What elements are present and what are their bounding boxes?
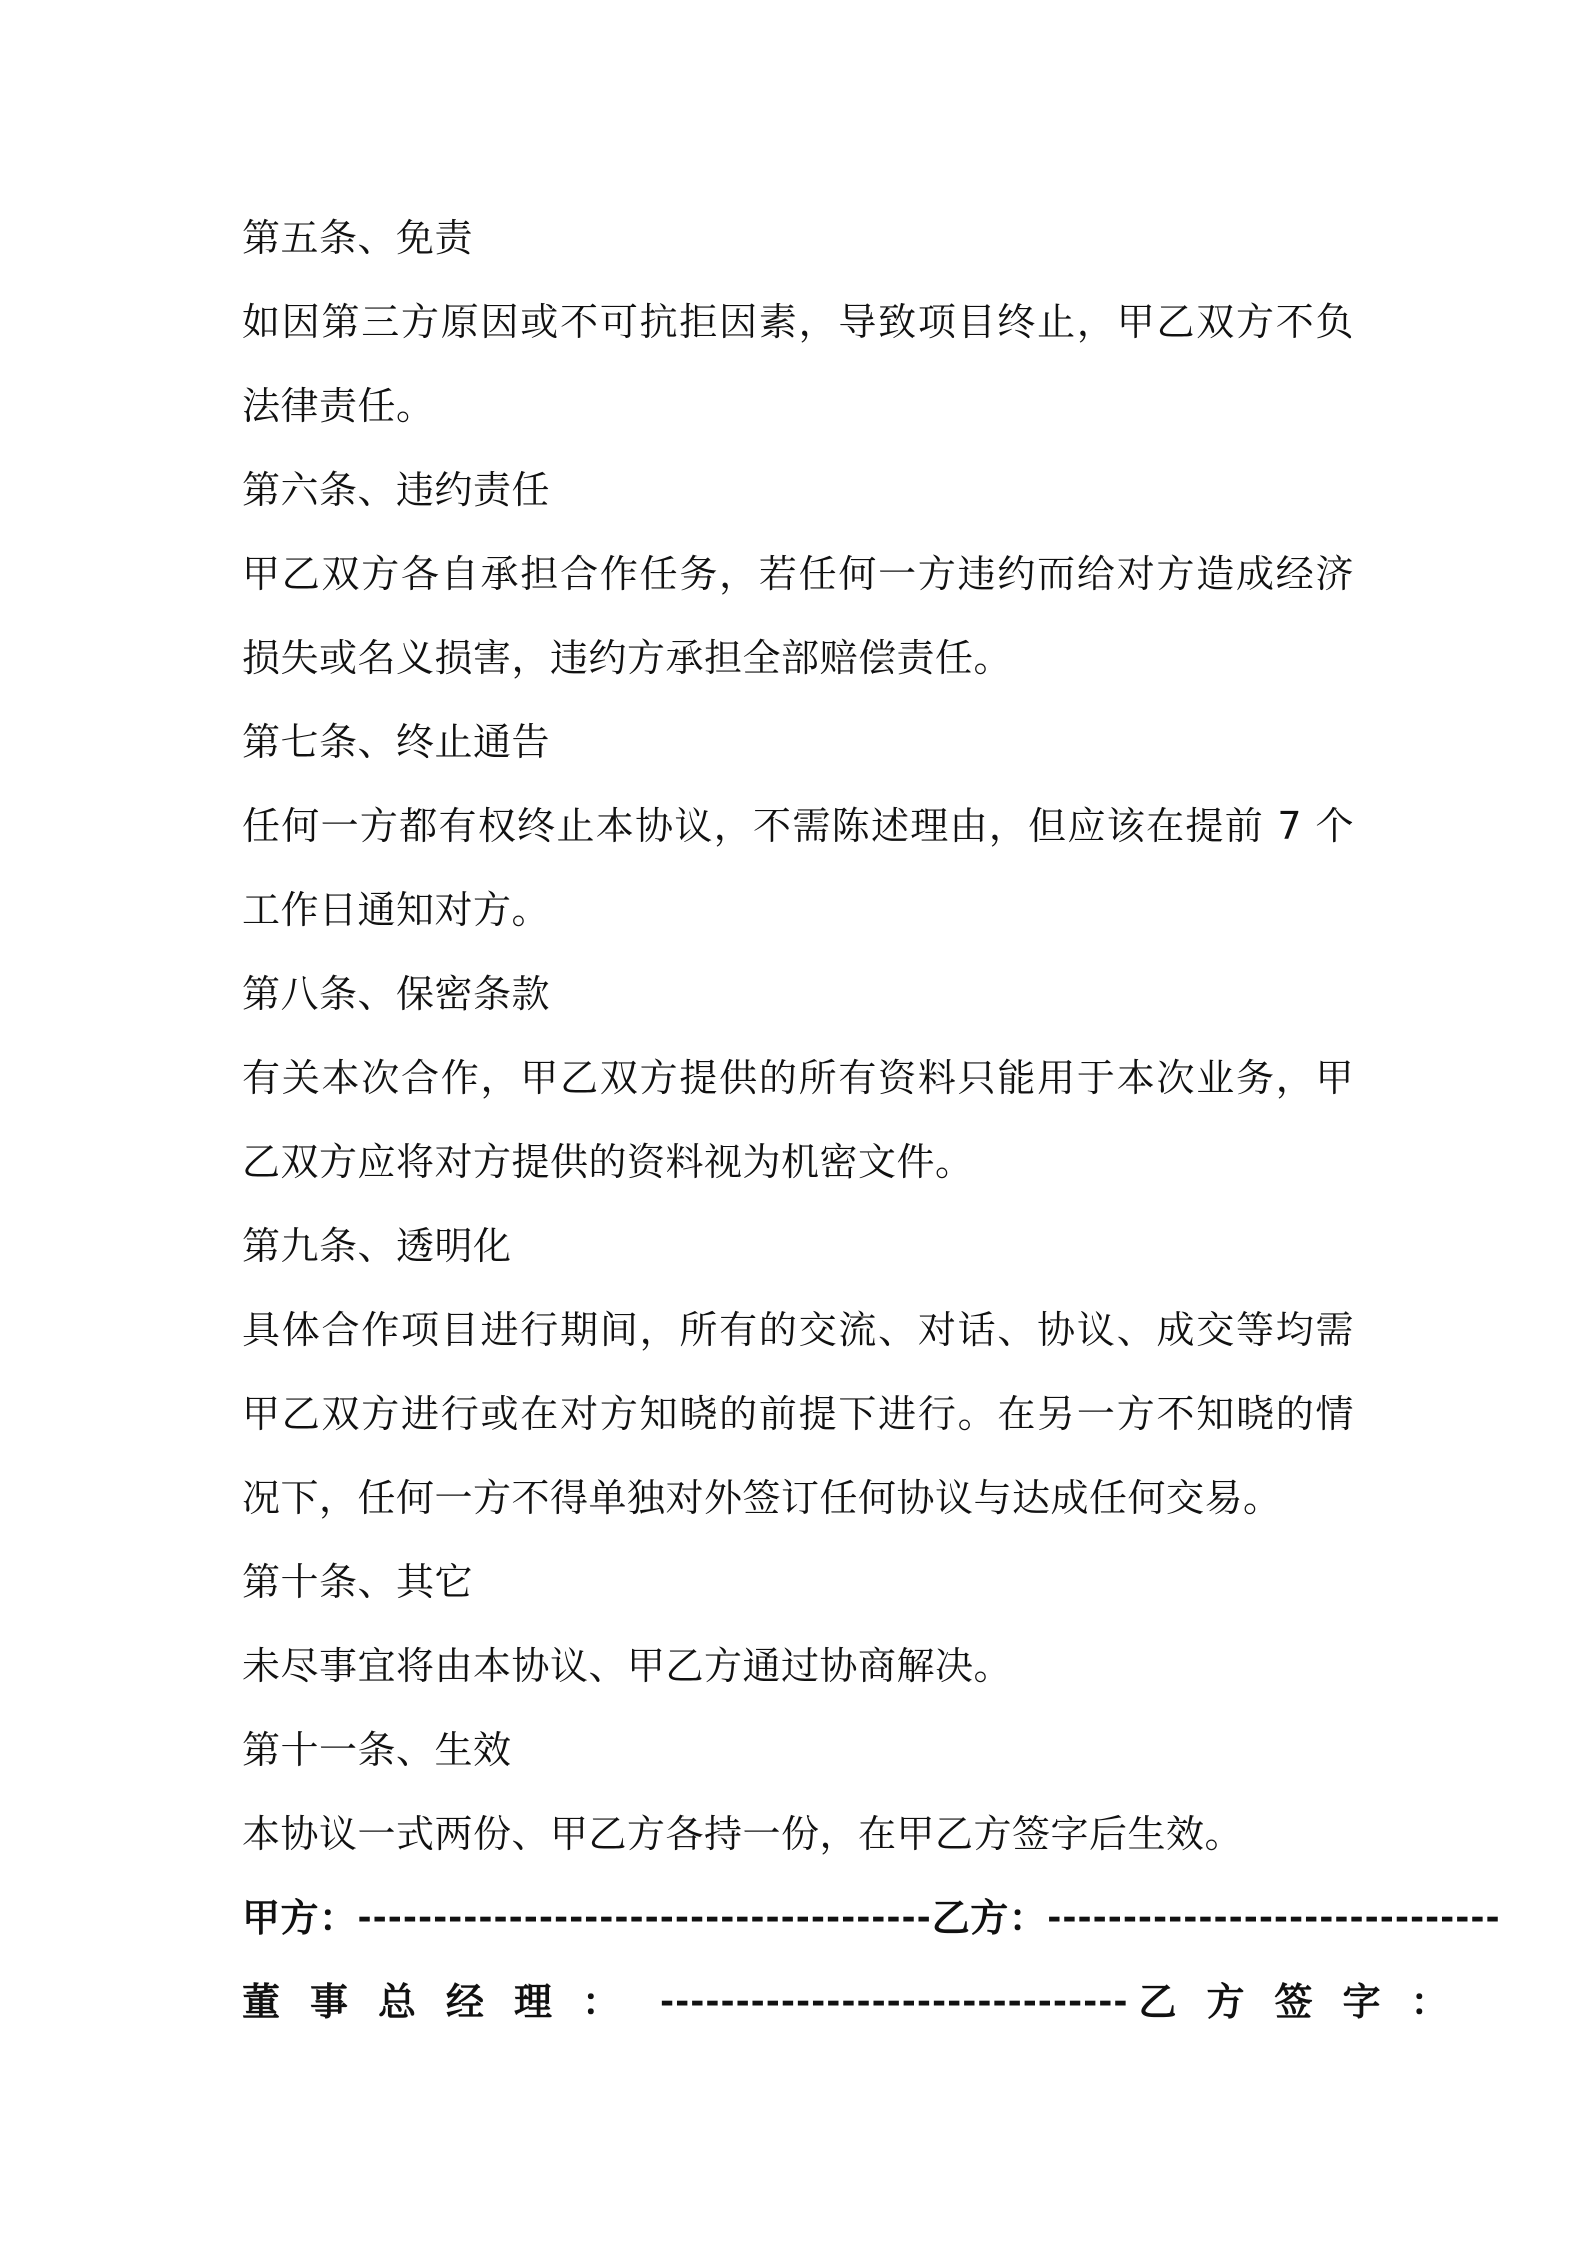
party-b-label: 乙方：: [931, 1896, 1048, 1940]
article-text-line: 有关本次合作，甲乙双方提供的所有资料只能用于本次业务，甲: [242, 1056, 1354, 1100]
article-text-line: 工作日通知对方。: [242, 888, 551, 932]
director-signature-line: -------------------------------: [660, 1982, 1129, 2022]
article-heading: 第八条、保密条款: [242, 972, 551, 1016]
article-text-line: 法律责任。: [242, 384, 435, 428]
article-text-line: 具体合作项目进行期间，所有的交流、对话、协议、成交等均需: [242, 1308, 1354, 1352]
article-heading: 第七条、终止通告: [242, 720, 551, 764]
article-text-line: 甲乙双方进行或在对方知晓的前提下进行。在另一方不知晓的情: [242, 1392, 1354, 1436]
signature-row-officers: [242, 1960, 1479, 2044]
article-text-line: 未尽事宜将由本协议、甲乙方通过协商解决。: [242, 1644, 1013, 1688]
article-heading: 第十条、其它: [242, 1560, 474, 1604]
article-heading: 第九条、透明化: [242, 1224, 512, 1268]
article-heading: 第五条、免责: [242, 216, 474, 260]
party-b-sign-label: 乙方签字：: [1138, 1980, 1479, 2024]
article-text-line: 任何一方都有权终止本协议，不需陈述理由，但应该在提前 7 个: [242, 804, 1354, 848]
article-text-line: 甲乙双方各自承担合作任务，若任何一方违约而给对方造成经济: [242, 552, 1354, 596]
party-b-signature-line: ------------------------------: [1047, 1898, 1501, 1938]
article-text-line: 如因第三方原因或不可抗拒因素，导致项目终止，甲乙双方不负: [242, 300, 1354, 344]
party-a-signature-line: --------------------------------------: [357, 1898, 932, 1938]
article-heading: 第六条、违约责任: [242, 468, 551, 512]
article-text-line: 损失或名义损害，违约方承担全部赔偿责任。: [242, 636, 1013, 680]
article-text-line: 本协议一式两份、甲乙方各持一份，在甲乙方签字后生效。: [242, 1812, 1244, 1856]
article-text-line: 况下，任何一方不得单独对外签订任何协议与达成任何交易。: [242, 1476, 1282, 1520]
document-page: [242, 196, 1501, 2044]
party-a-label: 甲方：: [242, 1896, 358, 1940]
article-text-line: 乙双方应将对方提供的资料视为机密文件。: [242, 1140, 974, 1184]
article-heading: 第十一条、生效: [242, 1728, 512, 1772]
director-label: 董事总经理：: [242, 1980, 651, 2024]
signature-row-parties: [242, 1876, 1501, 1960]
